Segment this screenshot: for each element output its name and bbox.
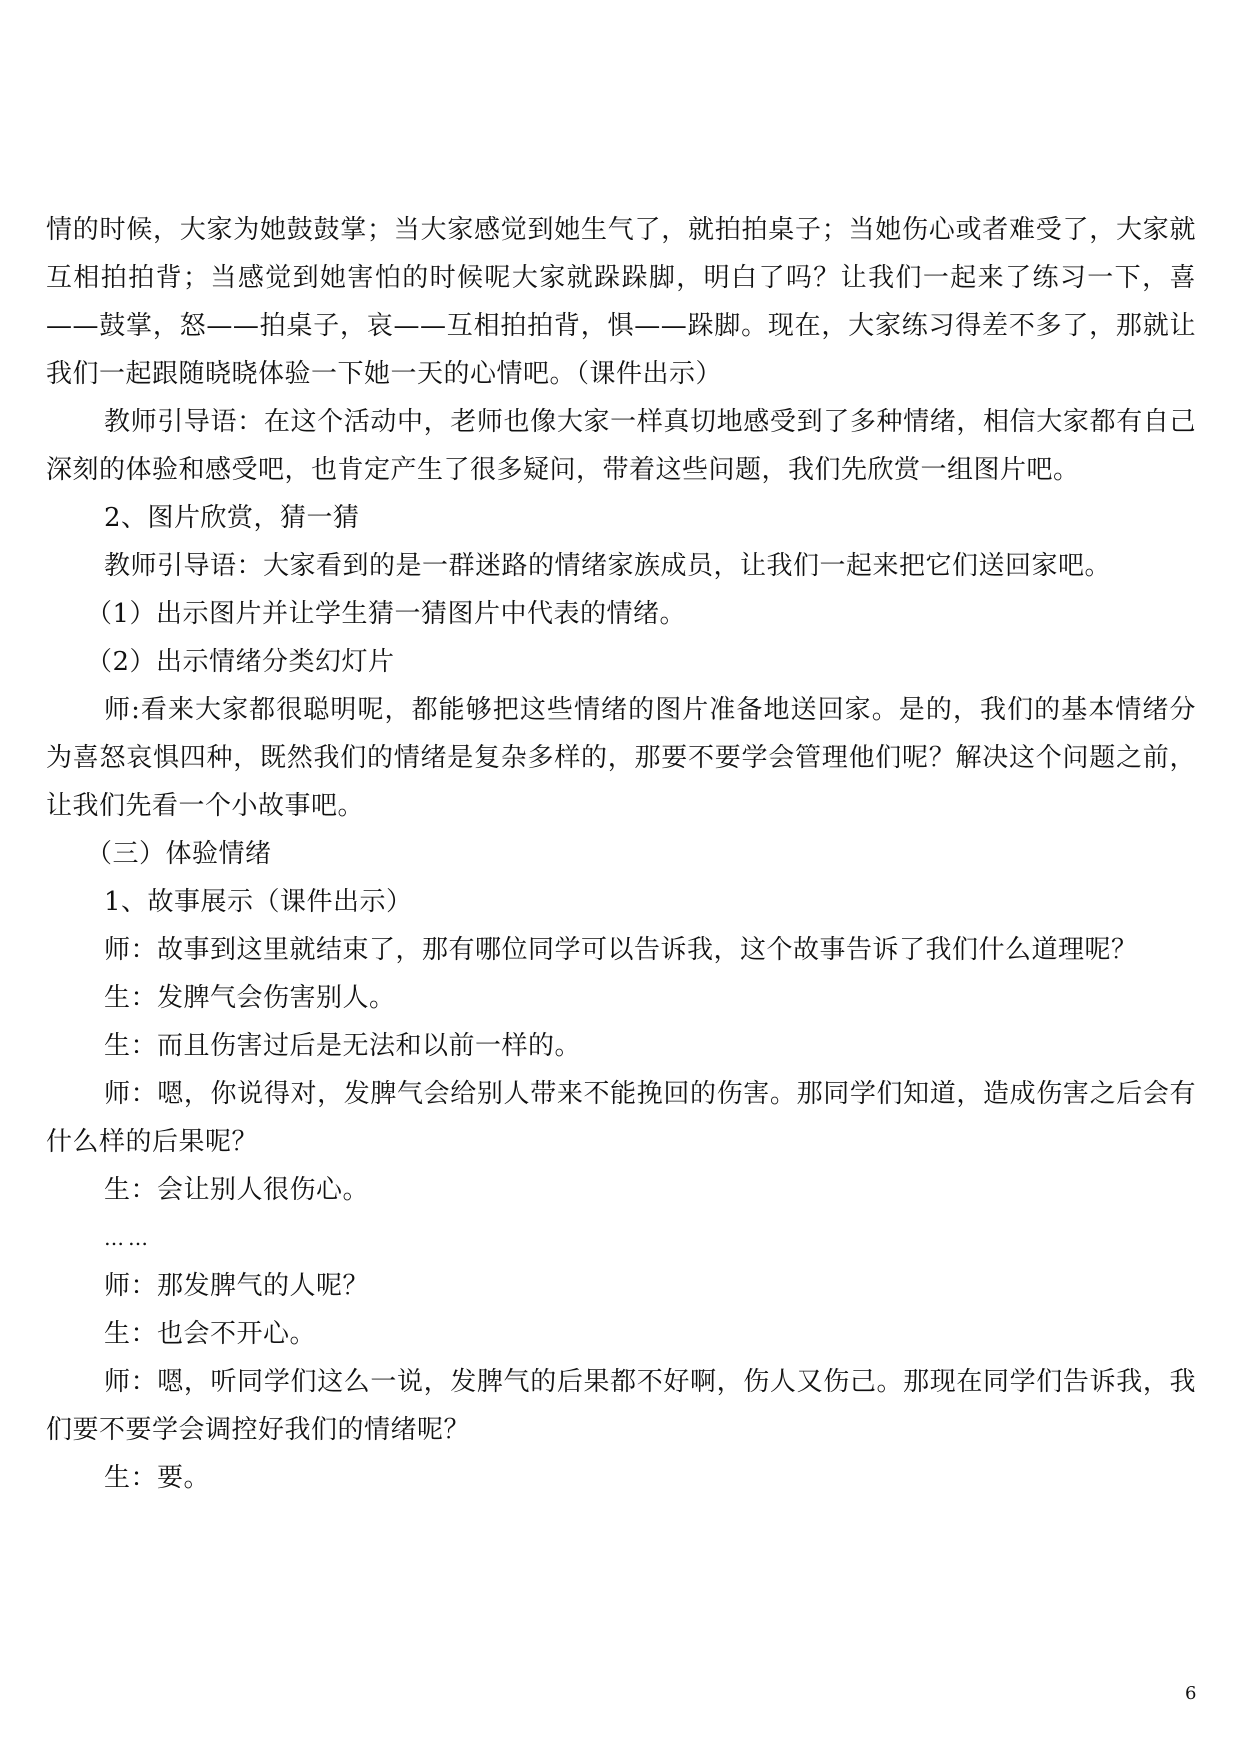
document-body [46,206,1196,1502]
paragraph-teacher-guide-2: 教师引导语：大家看到的是一群迷路的情绪家族成员，让我们一起来把它们送回家吧。 [104,551,1112,581]
paragraph-continuation: 情的时候，大家为她鼓鼓掌；当大家感觉到她生气了，就拍拍桌子；当她伤心或者难受了，大家就互相拍拍背；当感觉到她害怕的时候呢大家就跺跺脚，明白了吗？让我们一起来了练习一下，喜——鼓掌，怒——拍桌子，哀——互相拍拍背，惧——跺脚。现在，大家练习得差不多了，那就让我们一起跟随晓晓体验一下她一天的心情吧。（课件出示） [46,215,1196,389]
heading-picture-appreciation: 2、图片欣赏，猜一猜 [104,503,360,533]
dialogue-teacher-4: 师：嗯，听同学们这么一说，发脾气的后果都不好啊，伤人又伤己。那现在同学们告诉我，我们要不要学会调控好我们的情绪呢？ [46,1367,1196,1445]
dialogue-student-4: 生：也会不开心。 [104,1319,317,1349]
list-item-show-pictures: （1）出示图片并让学生猜一猜图片中代表的情绪。 [86,599,687,629]
dialogue-student-3: 生：会让别人很伤心。 [104,1175,370,1205]
list-item-show-slides: （2）出示情绪分类幻灯片 [86,647,395,677]
heading-experience-emotions: （三）体验情绪 [86,839,272,869]
dialogue-student-5: 生：要。 [104,1463,211,1493]
dialogue-teacher-2: 师：嗯，你说得对，发脾气会给别人带来不能挽回的伤害。那同学们知道，造成伤害之后会有什么样的后果呢？ [46,1079,1196,1157]
dialogue-teacher-1: 师：故事到这里就结束了，那有哪位同学可以告诉我，这个故事告诉了我们什么道理呢？ [104,935,1138,965]
heading-story-display: 1、故事展示（课件出示） [104,887,413,917]
paragraph-teacher-guide-1: 教师引导语：在这个活动中，老师也像大家一样真切地感受到了多种情绪，相信大家都有自己深刻的体验和感受吧，也肯定产生了很多疑问，带着这些问题，我们先欣赏一组图片吧。 [46,407,1196,485]
dialogue-teacher-3: 师：那发脾气的人呢？ [104,1271,370,1301]
page-number: 6 [1185,1683,1197,1704]
dialogue-student-1: 生：发脾气会伤害别人。 [104,983,396,1013]
paragraph-teacher-basic-emotions: 师:看来大家都很聪明呢，都能够把这些情绪的图片准备地送回家。是的，我们的基本情绪分为喜怒哀惧四种，既然我们的情绪是复杂多样的，那要不要学会管理他们呢？解决这个问题之前，让我们先看一个小故事吧。 [46,695,1196,821]
ellipsis: …… [104,1226,152,1250]
dialogue-student-2: 生：而且伤害过后是无法和以前一样的。 [104,1031,582,1061]
